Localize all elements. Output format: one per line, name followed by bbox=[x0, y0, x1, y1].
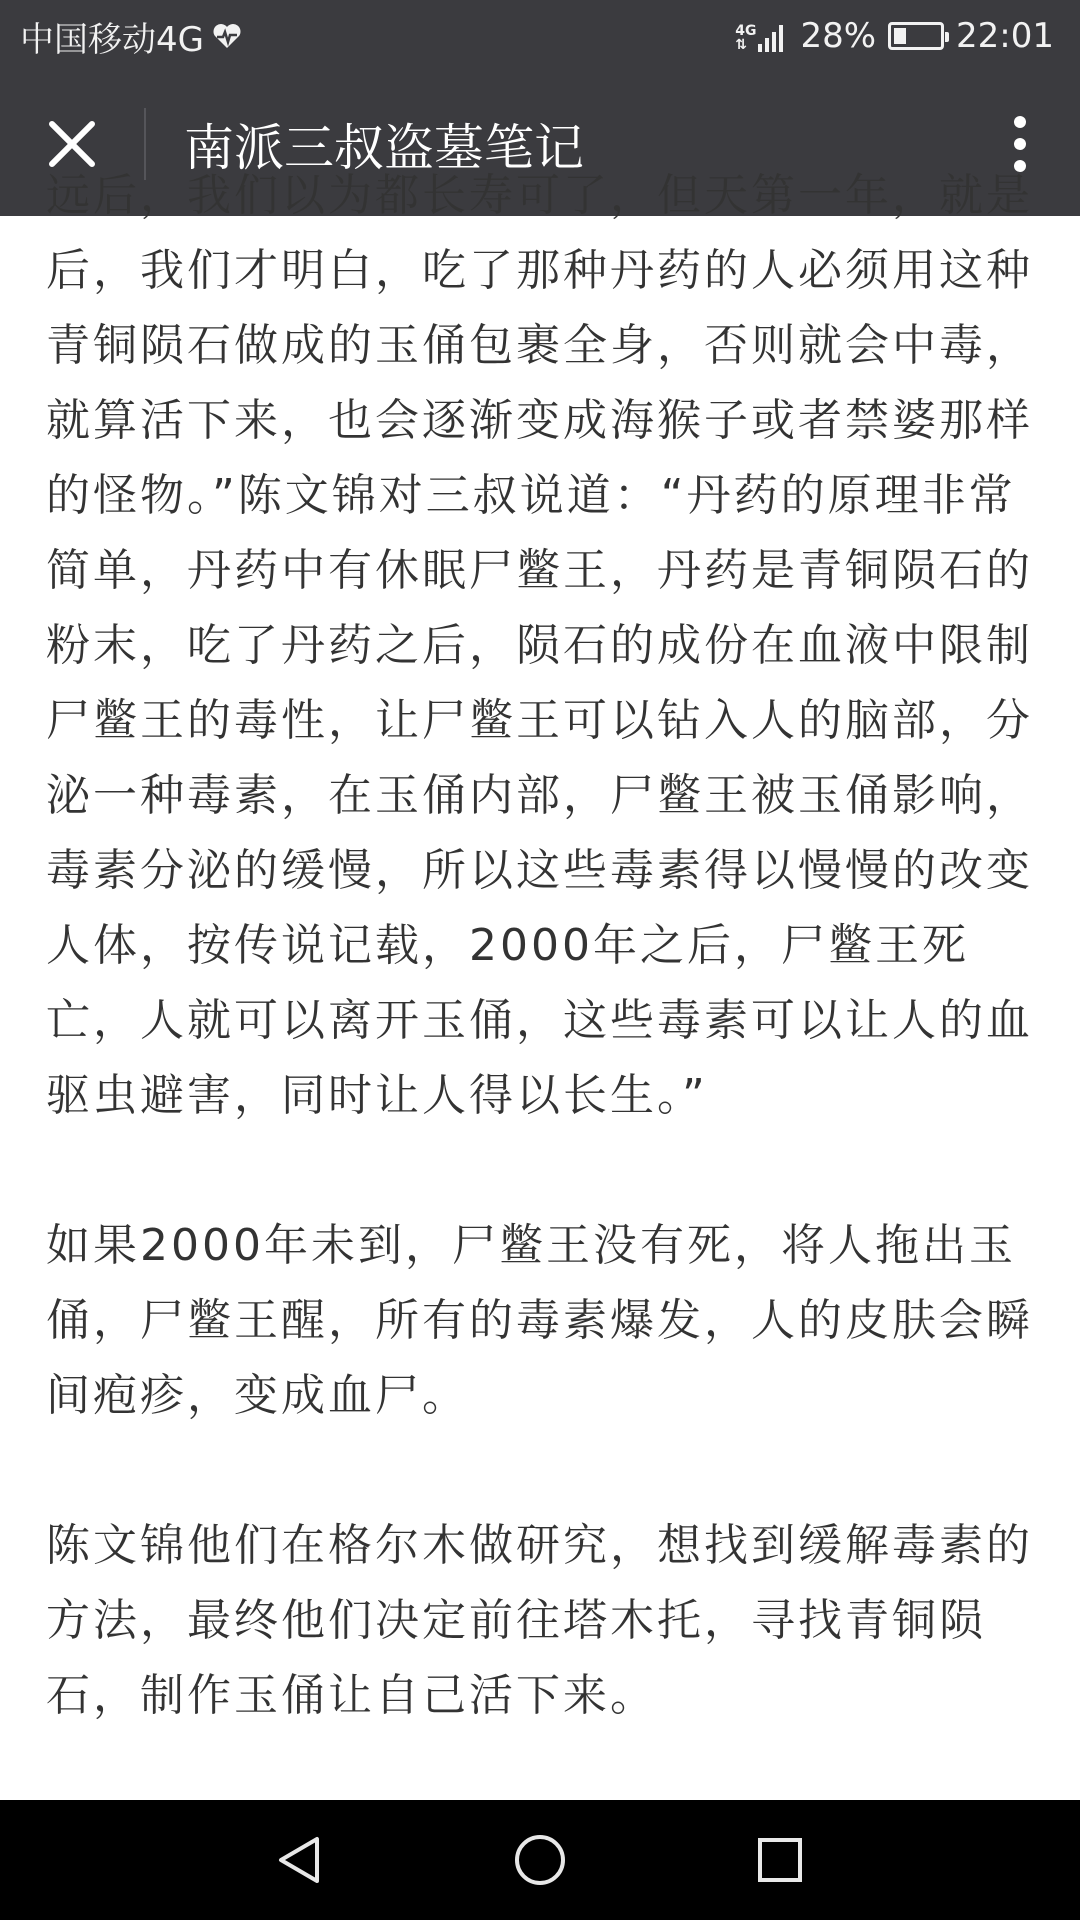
page-title: 南派三叔盗墓笔记 bbox=[184, 119, 584, 177]
article-paragraph: 远后，我们以为都长寿可了，但天第一年，就是后，我们才明白，吃了那种丹药的人必须用这种青铜陨石做成的玉俑包裹全身，否则就会中毒，就算活下来，也会逐渐变成海猴子或者禁婆那样的怪物。”陈文锦对三叔说道：“丹药的原理非常简单，丹药中有休眠尸鳖王，丹药是青铜陨石的粉末，吃了丹药之后，陨石的成份在血液中限制尸鳖王的毒性，让尸鳖王可以钻入人的脑部，分泌一种毒素，在玉俑内部，尸鳖王被玉俑影响，毒素分泌的缓慢，所以这些毒素得以慢慢的改变人体，按传说记载，2000年之后，尸鳖王死亡，人就可以离开玉俑，这些毒素可以让人的血驱虫避害，同时让人得以长生。” bbox=[46, 170, 1033, 1121]
network-type-badge bbox=[735, 24, 756, 52]
back-triangle-icon bbox=[275, 1835, 325, 1885]
article-paragraph: 如果2000年未到，尸鳖王没有死，将人拖出玉俑，尸鳖王醒，所有的毒素爆发，人的皮肤会瞬间疱疹，变成血尸。 bbox=[46, 1220, 1033, 1421]
article-scroll-area[interactable] bbox=[0, 170, 1080, 1800]
recents-square-icon bbox=[756, 1836, 804, 1884]
battery-percent: 28% bbox=[800, 16, 877, 56]
signal-icon bbox=[735, 20, 788, 52]
back-button[interactable] bbox=[180, 1800, 420, 1920]
status-right bbox=[723, 16, 1054, 56]
article-paragraph: 陈文锦他们在格尔木做研究，想找到缓解毒素的方法，最终他们决定前往塔木托，寻找青铜陨石，制作玉俑让自己活下来。 bbox=[46, 1520, 1033, 1721]
signal-bars-icon bbox=[758, 22, 788, 52]
status-bar bbox=[0, 0, 1080, 72]
network-type-label: 4G bbox=[735, 23, 757, 39]
heart-icon bbox=[212, 22, 242, 50]
battery-icon bbox=[888, 22, 944, 50]
data-arrows-icon: ⇅ bbox=[735, 37, 747, 53]
status-left bbox=[20, 12, 242, 61]
home-button[interactable] bbox=[420, 1800, 660, 1920]
home-circle-icon bbox=[513, 1833, 567, 1887]
article-body bbox=[46, 158, 1036, 1808]
recents-button[interactable] bbox=[660, 1800, 900, 1920]
clock: 22:01 bbox=[956, 16, 1054, 56]
navigation-bar bbox=[0, 1800, 1080, 1920]
carrier-label: 中国移动4G bbox=[20, 19, 204, 60]
battery-fill bbox=[894, 28, 906, 44]
